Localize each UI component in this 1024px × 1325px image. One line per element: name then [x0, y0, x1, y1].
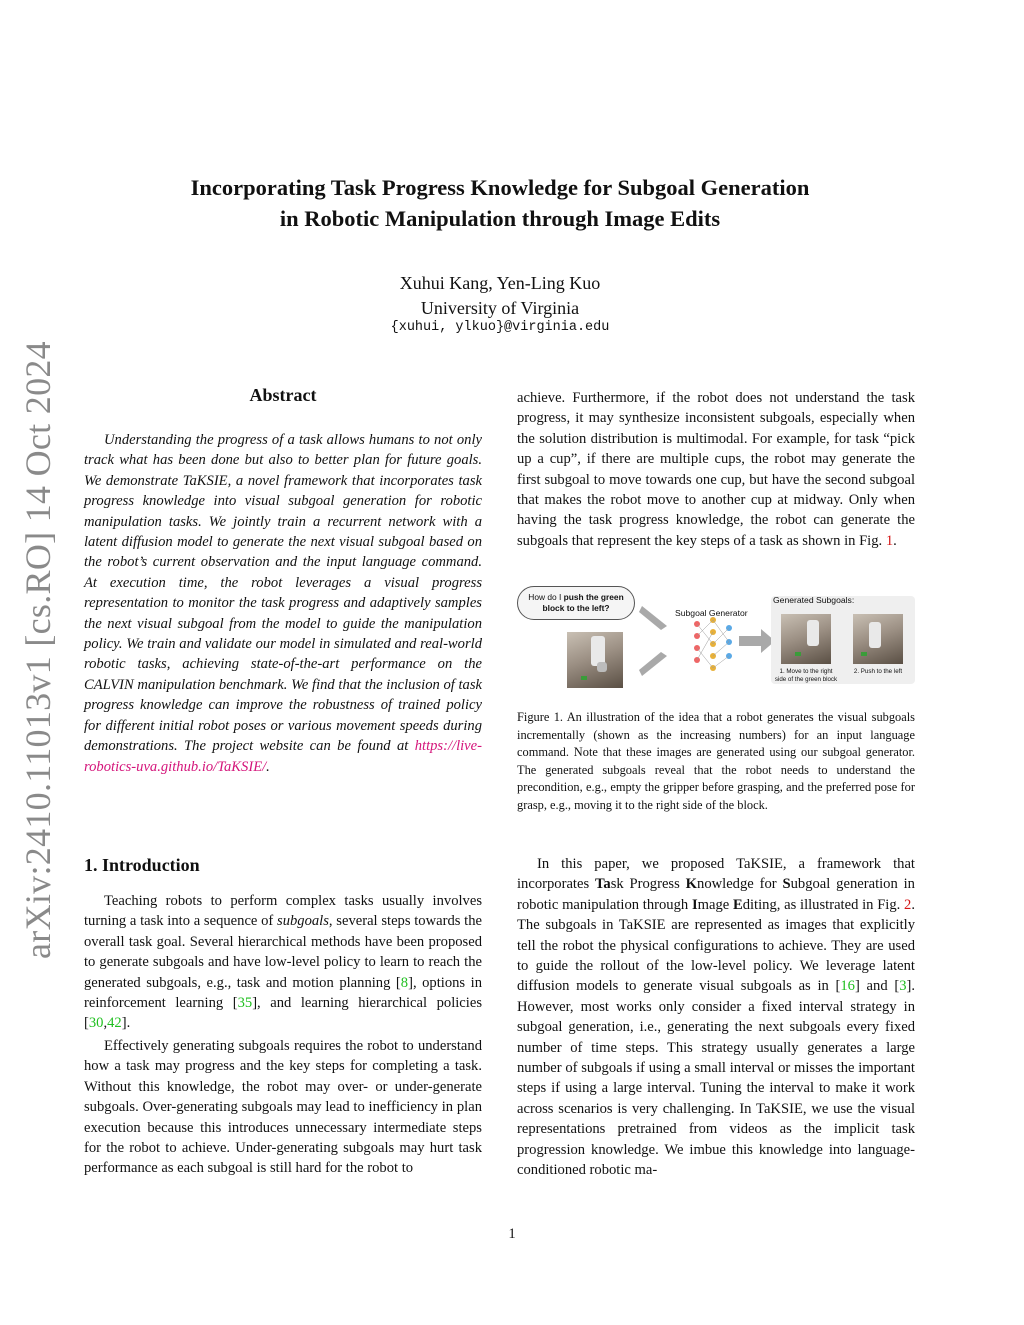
generated-subgoals-panel	[771, 596, 915, 684]
intro-paragraph-2: Effectively generating subgoals requires the robot to understand how a task may progress and the key steps for completing a task. Without this knowledge, the robot may over- or under-generate subgoals. Over-generating subgoals may lead to inefficiency in plan execution because this introduces unnecessary intermediate steps for the robot to achieve. Under-generating subgoals may hurt task performance as each subgoal is still hard for the robot to	[84, 1038, 482, 1177]
subgoal-image-1	[781, 614, 831, 664]
abstract-heading: Abstract	[249, 385, 317, 405]
authors: Xuhui Kang, Yen-Ling Kuo	[399, 273, 601, 293]
arrow-icon	[739, 629, 775, 653]
right-column-paragraph-2: In this paper, we proposed TaKSIE, a framework that incorporates Task Progress Knowledge for Subgoal generation in robotic manipulation through Image Editing, as illustrated in Fig. 2. The subgoals in TaKSIE are represented as images that explicitly tell the robot the physical configurations to achieve. They are used to guide the rollout of the low-level policy. We leverage latent diffusion models to generate visual subgoals as in [16] and [3]. However, most works only consider a fixed interval strategy in subgoal generation, i.e., generating the next subgoals every fixed number of time steps. This strategy usually generates a large number of subgoals if using a small interval or misses the important steps if using a large interval. Tuning the interval to make it work across scenarios is very challenging. In TaKSIE, we use the visual representations pretrained from videos as the implicit task progression knowledge. We imbue this knowledge into language-conditioned robotic ma-	[517, 856, 915, 1179]
figure-reference-link[interactable]: 2	[904, 896, 912, 913]
section-heading-introduction: 1. Introduction	[84, 855, 200, 875]
paper-title	[120, 172, 880, 234]
project-link[interactable]: https://live-robotics-uva.github.io/TaKSIE/	[84, 738, 482, 775]
citation-link[interactable]: 35	[237, 995, 253, 1012]
figure-reference-link[interactable]: 1	[885, 532, 894, 549]
author-block	[300, 271, 700, 321]
arrow-icon	[639, 652, 667, 676]
citation-link[interactable]: 30	[88, 1015, 104, 1032]
email: {xuhui, ylkuo}@virginia.edu	[390, 320, 610, 335]
citation-link[interactable]: 16	[840, 978, 855, 995]
arrow-icon	[639, 606, 667, 630]
abstract-text: Understanding the progress of a task allows humans to not only track what has been done but also to better plan for future goals. We demonstrate TaKSIE, a novel framework that incorporates task progress knowledge into visual subgoal generation for robotic manipulation tasks. We jointly train a recurrent network with a latent diffusion model to generate the next visual subgoal based on the robot’s current observation and the input language command. At execution time, the robot leverages a visual progress representation to monitor the task progress and adaptively samples the next visual subgoal from the model to guide the manipulation policy. We train and validate our model in simulated and real-world robotic tasks, achieving state-of-the-art performance on the CALVIN manipulation benchmark. We find that the inclusion of task progress knowledge can improve the robustness of trained policy for different initial robot poses or various movement speeds during demonstrations. The project website can be found at https://live-robotics-uva.github.io/TaKSIE/.	[84, 432, 482, 775]
figure-1	[517, 580, 915, 700]
intro-paragraph-1: Teaching robots to perform complex tasks usually involves turning a task into a sequence of subgoals, several steps towards the overall task goal. Several hierarchical methods have been proposed to generate subgoals and have low-level policy to learn to reach the generated subgoals, e.g., task and motion planning [8], options in reinforcement learning [35], and learning hierarchical policies [30,42].	[84, 893, 483, 1032]
neural-network-icon	[694, 617, 732, 671]
affiliation: University of Virginia	[420, 298, 580, 318]
language-command-bubble: How do I push the green block to the left?	[517, 586, 635, 620]
citation-link[interactable]: 42	[107, 1015, 122, 1032]
title-line-1: Incorporating Task Progress Knowledge for Subgoal Generation	[190, 175, 810, 200]
subgoal-2-label: 2. Push to the left	[853, 668, 903, 675]
subgoal-generator-label: Subgoal Generator	[675, 608, 748, 618]
subgoal-1-label: 1. Move to the right side of the green block	[774, 668, 838, 683]
generated-subgoals-label: Generated Subgoals:	[773, 595, 855, 605]
title-line-2: in Robotic Manipulation through Image Edits	[279, 206, 721, 231]
subgoal-image-2	[853, 614, 903, 664]
citation-link[interactable]: 3	[899, 978, 907, 995]
page-number: 1	[508, 1226, 516, 1242]
arxiv-identifier: arXiv:2410.11013v1 [cs.RO] 14 Oct 2024	[18, 341, 58, 959]
right-column-paragraph-1: achieve. Furthermore, if the robot does not understand the task progress, it may synthesize inconsistent subgoals, especially when the solution distribution is multimodal. For example, for task “pick up a cup”, if there are multiple cups, the robot may generate the first subgoal to move towards one cup, but have the second subgoal that makes the robot move to another cup at midway. Only when having the task progress knowledge, the robot can generate the subgoals that represent the key steps of a task as shown in Fig. 1.	[517, 390, 915, 549]
figure-1-caption: Figure 1. An illustration of the idea that a robot generates the visual subgoals incrementally (shown as the increasing numbers) for an input language command. Note that these images are generated using our subgoal generator. The generated subgoals reveal that the robot needs to understand the precondition, e.g., empty the gripper before grasping, and the preferred pose for grasp, e.g., moving it to the right side of the block.	[517, 710, 915, 812]
citation-link[interactable]: 8	[400, 974, 409, 991]
